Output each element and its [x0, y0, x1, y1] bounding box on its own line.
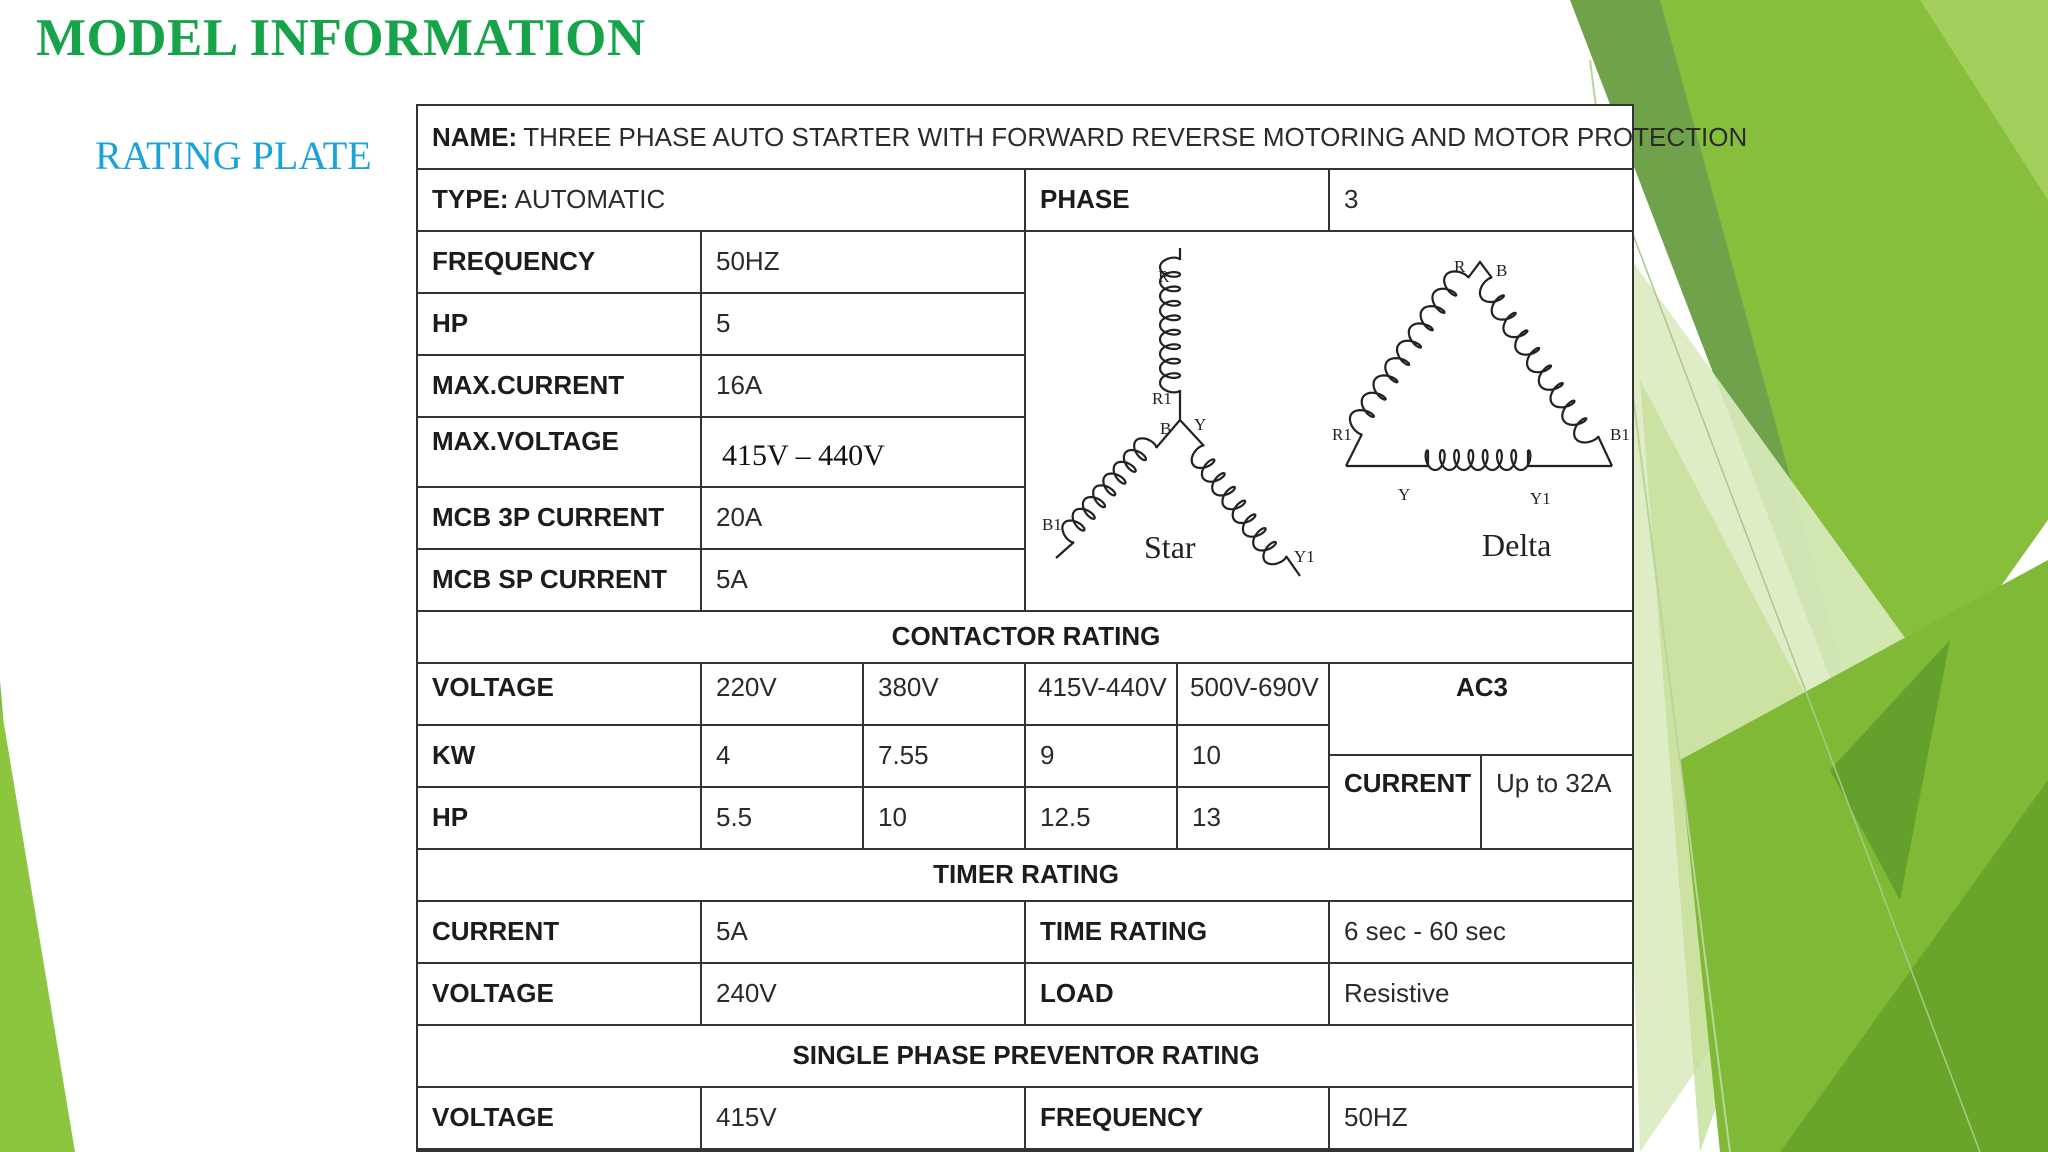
- spec-value-hp: 5: [716, 307, 731, 338]
- spec-label-frequency: FREQUENCY: [432, 245, 596, 276]
- spec-value-frequency: 50HZ: [716, 245, 780, 276]
- timer-voltage-label: VOLTAGE: [432, 977, 554, 1008]
- slide-subtitle: RATING PLATE: [95, 133, 372, 178]
- star-caption: Star: [1144, 529, 1196, 565]
- preventor-frequency-label: FREQUENCY: [1040, 1101, 1204, 1132]
- timer-time-label: TIME RATING: [1040, 915, 1208, 946]
- star-label-r: R: [1158, 267, 1170, 286]
- star-label-y: Y: [1194, 415, 1207, 434]
- row-divider: [418, 1148, 1634, 1150]
- spec-label-max-current: MAX.CURRENT: [432, 369, 625, 400]
- contactor-hp-1: 5.5: [716, 801, 753, 832]
- star-label-y1: Y1: [1294, 547, 1315, 566]
- contactor-voltage-415: 415V-440V: [1038, 672, 1167, 702]
- timer-load-label: LOAD: [1040, 977, 1114, 1008]
- star-connection-diagram: [1056, 248, 1300, 576]
- name-label: NAME:: [432, 121, 518, 152]
- delta-bottom-right: [1528, 450, 1612, 466]
- contactor-voltage-label: VOLTAGE: [432, 672, 554, 702]
- preventor-voltage-value: 415V: [716, 1101, 777, 1132]
- contactor-kw-4: 10: [1192, 739, 1221, 770]
- delta-connection-diagram: [1346, 262, 1612, 470]
- spec-value-max-voltage: 415V – 440V: [722, 439, 885, 472]
- timer-voltage-value: 240V: [716, 977, 777, 1008]
- delta-label-b1: B1: [1610, 425, 1630, 444]
- delta-label-b: B: [1496, 261, 1508, 280]
- type-label: TYPE:: [432, 183, 509, 214]
- preventor-voltage-label: VOLTAGE: [432, 1101, 554, 1132]
- contactor-hp-3: 12.5: [1040, 801, 1091, 832]
- contactor-kw-3: 9: [1040, 739, 1055, 770]
- timer-current-label: CURRENT: [432, 915, 560, 946]
- star-b-end-lead: [1056, 542, 1074, 558]
- star-label-b1: B1: [1042, 515, 1062, 534]
- delta-caption: Delta: [1482, 527, 1552, 563]
- rating-plate: [416, 104, 1748, 1152]
- delta-apex: [1468, 262, 1492, 278]
- timer-current-value: 5A: [716, 915, 748, 946]
- delta-bottom-coil: [1426, 450, 1531, 470]
- contactor-hp-2: 10: [878, 801, 907, 832]
- slide-title: MODEL INFORMATION: [36, 9, 646, 67]
- preventor-frequency-value: 50HZ: [1344, 1101, 1408, 1132]
- contactor-category: AC3: [1455, 672, 1508, 702]
- phase-label: PHASE: [1040, 183, 1130, 214]
- spec-label-hp: HP: [432, 307, 469, 338]
- spec-value-max-current: 16A: [716, 369, 763, 400]
- type-cell: [418, 168, 1024, 230]
- delta-bottom-left: [1346, 450, 1428, 466]
- timer-time-value: 6 sec - 60 sec: [1344, 915, 1506, 946]
- spec-label-mcb-3p: MCB 3P CURRENT: [432, 501, 665, 532]
- phase-value: 3: [1344, 183, 1359, 214]
- contactor-kw-1: 4: [716, 739, 731, 770]
- delta-left-coil: [1350, 271, 1468, 434]
- contactor-hp-4: 13: [1192, 801, 1221, 832]
- contactor-voltage-220: 220V: [716, 672, 777, 702]
- star-b-coil: [1062, 438, 1156, 542]
- spec-label-max-voltage: MAX.VOLTAGE: [432, 426, 619, 456]
- star-delta-diagram: [1030, 230, 1634, 606]
- star-label-r1: R1: [1152, 389, 1172, 408]
- contactor-kw-label: KW: [432, 739, 476, 770]
- spec-value-mcb-3p: 20A: [716, 501, 763, 532]
- type-value: AUTOMATIC: [514, 183, 666, 214]
- contactor-voltage-500: 500V-690V: [1190, 672, 1319, 702]
- star-y-coil: [1192, 446, 1287, 565]
- timer-load-value: Resistive: [1344, 977, 1450, 1008]
- name-row: [418, 106, 1748, 168]
- delta-label-y: Y: [1398, 485, 1411, 504]
- contactor-kw-2: 7.55: [878, 739, 929, 770]
- delta-label-r1: R1: [1332, 425, 1352, 444]
- star-label-b: B: [1160, 419, 1172, 438]
- preventor-heading: SINGLE PHASE PREVENTOR RATING: [792, 1039, 1260, 1070]
- name-value: THREE PHASE AUTO STARTER WITH FORWARD REVERSE MOTORING AND MOTOR PROTECTION: [523, 121, 1748, 152]
- spec-value-mcb-sp: 5A: [716, 563, 748, 594]
- timer-heading: TIMER RATING: [933, 858, 1119, 889]
- contactor-heading: CONTACTOR RATING: [891, 620, 1161, 651]
- spec-label-mcb-sp: MCB SP CURRENT: [432, 563, 667, 594]
- delta-label-y1: Y1: [1530, 489, 1551, 508]
- contactor-hp-label: HP: [432, 801, 469, 832]
- contactor-voltage-380: 380V: [878, 672, 939, 702]
- contactor-current-value: Up to 32A: [1496, 768, 1612, 798]
- delta-right-coil: [1480, 278, 1598, 443]
- col-divider: [1024, 168, 1026, 610]
- contactor-current-label: CURRENT: [1344, 768, 1472, 798]
- delta-label-r: R: [1454, 257, 1466, 276]
